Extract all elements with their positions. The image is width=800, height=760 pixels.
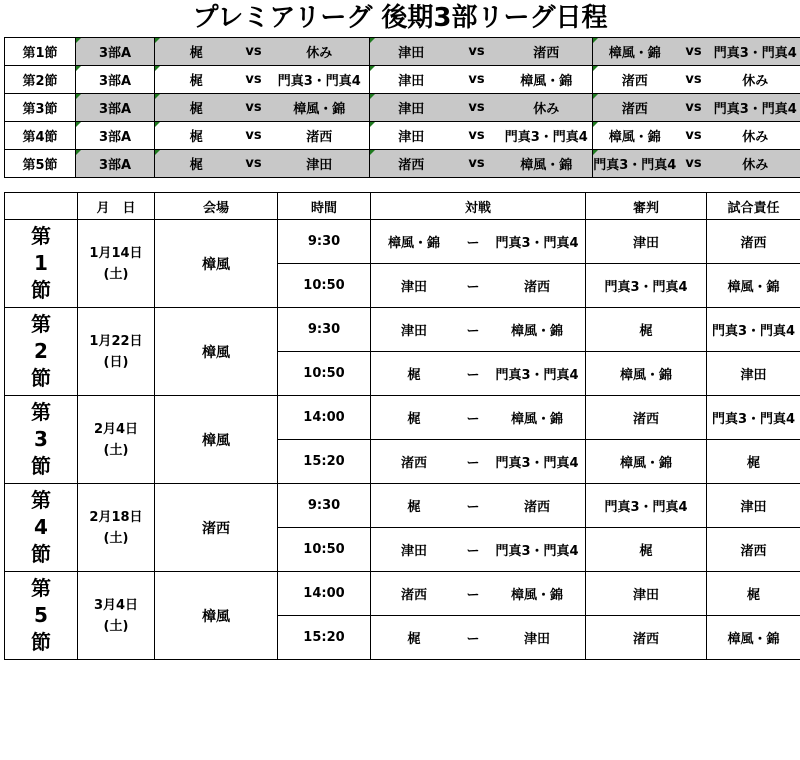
dash-separator: ー	[466, 236, 480, 251]
round-label: 第1節	[5, 38, 76, 66]
vs-label: vs	[677, 94, 711, 122]
referee-cell: 梶	[586, 308, 707, 352]
time-cell: 15:20	[278, 440, 371, 484]
dash-separator: ー	[466, 412, 480, 427]
venue-cell: 渚西	[155, 484, 278, 572]
round-char: 第	[31, 312, 51, 336]
away-team: 津田	[523, 632, 550, 647]
overview-row	[5, 122, 800, 150]
responsible-cell: 門真3・門真4	[707, 396, 800, 440]
schedule-header-row	[5, 193, 800, 220]
vs-label: vs	[677, 122, 711, 150]
away-team: 門真3・門真4	[495, 456, 579, 471]
overview-home-team: 門真3・門真4	[593, 150, 677, 178]
header-date: 月 日	[78, 193, 155, 220]
referee-cell: 樟風・錦	[586, 440, 707, 484]
referee-cell: 渚西	[586, 396, 707, 440]
date-cell	[78, 220, 155, 308]
referee-cell: 津田	[586, 220, 707, 264]
date-cell	[78, 308, 155, 396]
responsible-cell: 梶	[707, 572, 800, 616]
time-cell: 10:50	[278, 528, 371, 572]
match-cell	[371, 352, 586, 396]
round-cell	[5, 572, 78, 660]
vs-label: vs	[453, 122, 501, 150]
referee-cell: 梶	[586, 528, 707, 572]
round-label: 第5節	[5, 150, 76, 178]
match-weekday: (土)	[103, 442, 129, 458]
match-cell	[371, 528, 586, 572]
home-team: 津田	[400, 544, 427, 559]
overview-away-team: 渚西	[501, 38, 593, 66]
away-team: 樟風・錦	[510, 412, 563, 427]
venue-cell: 樟風	[155, 572, 278, 660]
overview-away-team: 休み	[270, 38, 370, 66]
away-team: 樟風・錦	[510, 324, 563, 339]
responsible-cell: 樟風・錦	[707, 616, 800, 660]
date-cell	[78, 484, 155, 572]
home-team: 津田	[400, 324, 427, 339]
round-label: 第4節	[5, 122, 76, 150]
round-label: 第3節	[5, 94, 76, 122]
round-char: 3	[34, 427, 48, 451]
match-cell	[371, 484, 586, 528]
home-team: 津田	[400, 280, 427, 295]
overview-away-team: 門真3・門真4	[711, 94, 800, 122]
time-cell: 9:30	[278, 220, 371, 264]
home-team: 樟風・錦	[387, 236, 440, 251]
header-time: 時間	[278, 193, 371, 220]
away-team: 渚西	[523, 280, 550, 295]
overview-away-team: 休み	[711, 66, 800, 94]
round-char: 節	[31, 630, 51, 654]
overview-away-team: 樟風・錦	[501, 66, 593, 94]
time-cell: 10:50	[278, 264, 371, 308]
match-weekday: (土)	[103, 530, 129, 546]
round-char: 4	[34, 515, 48, 539]
overview-home-team: 津田	[370, 38, 453, 66]
overview-away-team: 樟風・錦	[501, 150, 593, 178]
overview-away-team: 門真3・門真4	[711, 38, 800, 66]
overview-away-team: 休み	[711, 122, 800, 150]
match-cell	[371, 396, 586, 440]
match-date: 3月4日	[93, 597, 139, 613]
home-team: 梶	[407, 368, 421, 383]
vs-label: vs	[238, 66, 270, 94]
responsible-cell: 渚西	[707, 528, 800, 572]
header-venue: 会場	[155, 193, 278, 220]
match-date: 2月4日	[93, 421, 139, 437]
round-char: 第	[31, 488, 51, 512]
match-cell	[371, 440, 586, 484]
header-round	[5, 193, 78, 220]
away-team: 門真3・門真4	[495, 544, 579, 559]
overview-home-team: 樟風・錦	[593, 122, 677, 150]
vs-label: vs	[677, 150, 711, 178]
time-cell: 14:00	[278, 396, 371, 440]
round-char: 2	[34, 339, 48, 363]
group-label: 3部A	[76, 66, 155, 94]
responsible-cell: 樟風・錦	[707, 264, 800, 308]
match-date: 1月22日	[89, 333, 143, 349]
match-cell	[371, 220, 586, 264]
round-label: 第2節	[5, 66, 76, 94]
responsible-cell: 梶	[707, 440, 800, 484]
overview-home-team: 樟風・錦	[593, 38, 677, 66]
match-cell	[371, 264, 586, 308]
vs-label: vs	[453, 38, 501, 66]
home-team: 渚西	[400, 456, 427, 471]
referee-cell: 津田	[586, 572, 707, 616]
vs-label: vs	[238, 122, 270, 150]
away-team: 門真3・門真4	[495, 368, 579, 383]
overview-home-team: 津田	[370, 122, 453, 150]
schedule-table	[4, 192, 800, 660]
referee-cell: 樟風・錦	[586, 352, 707, 396]
overview-home-team: 津田	[370, 66, 453, 94]
match-date: 2月18日	[89, 509, 143, 525]
vs-label: vs	[238, 150, 270, 178]
header-referee: 審判	[586, 193, 707, 220]
overview-away-team: 門真3・門真4	[501, 122, 593, 150]
date-cell	[78, 572, 155, 660]
match-weekday: (土)	[103, 266, 129, 282]
time-cell: 15:20	[278, 616, 371, 660]
schedule-row	[5, 572, 800, 616]
dash-separator: ー	[466, 368, 480, 383]
round-char: 5	[34, 603, 48, 627]
round-cell	[5, 308, 78, 396]
round-char: 第	[31, 576, 51, 600]
schedule-row	[5, 484, 800, 528]
time-cell: 9:30	[278, 484, 371, 528]
overview-home-team: 梶	[155, 94, 238, 122]
overview-home-team: 梶	[155, 150, 238, 178]
group-label: 3部A	[76, 38, 155, 66]
match-date: 1月14日	[89, 245, 143, 261]
overview-home-team: 梶	[155, 66, 238, 94]
home-team: 梶	[407, 500, 421, 515]
overview-home-team: 梶	[155, 122, 238, 150]
dash-separator: ー	[466, 324, 480, 339]
group-label: 3部A	[76, 122, 155, 150]
overview-row	[5, 66, 800, 94]
vs-label: vs	[453, 94, 501, 122]
responsible-cell: 門真3・門真4	[707, 308, 800, 352]
dash-separator: ー	[466, 280, 480, 295]
dash-separator: ー	[466, 632, 480, 647]
vs-label: vs	[453, 150, 501, 178]
overview-away-team: 樟風・錦	[270, 94, 370, 122]
time-cell: 10:50	[278, 352, 371, 396]
group-label: 3部A	[76, 150, 155, 178]
referee-cell: 門真3・門真4	[586, 264, 707, 308]
venue-cell: 樟風	[155, 308, 278, 396]
match-weekday: (日)	[103, 354, 129, 370]
dash-separator: ー	[466, 500, 480, 515]
round-cell	[5, 220, 78, 308]
time-cell: 14:00	[278, 572, 371, 616]
match-cell	[371, 616, 586, 660]
responsible-cell: 津田	[707, 484, 800, 528]
round-char: 節	[31, 542, 51, 566]
home-team: 梶	[407, 412, 421, 427]
round-char: 節	[31, 366, 51, 390]
schedule-row	[5, 220, 800, 264]
overview-home-team: 津田	[370, 94, 453, 122]
overview-away-team: 門真3・門真4	[270, 66, 370, 94]
away-team: 樟風・錦	[510, 588, 563, 603]
vs-label: vs	[677, 66, 711, 94]
overview-home-team: 渚西	[593, 94, 677, 122]
date-cell	[78, 396, 155, 484]
vs-label: vs	[677, 38, 711, 66]
header-responsible: 試合責任	[707, 193, 800, 220]
round-char: 1	[34, 251, 48, 275]
overview-away-team: 休み	[711, 150, 800, 178]
schedule-row	[5, 396, 800, 440]
match-cell	[371, 308, 586, 352]
header-match: 対戦	[371, 193, 586, 220]
round-cell	[5, 484, 78, 572]
responsible-cell: 渚西	[707, 220, 800, 264]
away-team: 渚西	[523, 500, 550, 515]
vs-label: vs	[238, 94, 270, 122]
match-weekday: (土)	[103, 618, 129, 634]
page-title: プレミアリーグ 後期3部リーグ日程	[192, 3, 608, 33]
overview-home-team: 梶	[155, 38, 238, 66]
overview-table	[4, 37, 800, 178]
overview-row	[5, 94, 800, 122]
overview-row	[5, 150, 800, 178]
overview-away-team: 津田	[270, 150, 370, 178]
round-char: 第	[31, 224, 51, 248]
round-char: 節	[31, 454, 51, 478]
schedule-row	[5, 308, 800, 352]
time-cell: 9:30	[278, 308, 371, 352]
referee-cell: 門真3・門真4	[586, 484, 707, 528]
match-cell	[371, 572, 586, 616]
venue-cell: 樟風	[155, 396, 278, 484]
away-team: 門真3・門真4	[495, 236, 579, 251]
group-label: 3部A	[76, 94, 155, 122]
dash-separator: ー	[466, 588, 480, 603]
round-char: 第	[31, 400, 51, 424]
dash-separator: ー	[466, 456, 480, 471]
round-char: 節	[31, 278, 51, 302]
vs-label: vs	[453, 66, 501, 94]
vs-label: vs	[238, 38, 270, 66]
overview-away-team: 休み	[501, 94, 593, 122]
venue-cell: 樟風	[155, 220, 278, 308]
home-team: 渚西	[400, 588, 427, 603]
home-team: 梶	[407, 632, 421, 647]
overview-home-team: 渚西	[370, 150, 453, 178]
referee-cell: 渚西	[586, 616, 707, 660]
overview-away-team: 渚西	[270, 122, 370, 150]
overview-row	[5, 38, 800, 66]
round-cell	[5, 396, 78, 484]
dash-separator: ー	[466, 544, 480, 559]
overview-home-team: 渚西	[593, 66, 677, 94]
responsible-cell: 津田	[707, 352, 800, 396]
